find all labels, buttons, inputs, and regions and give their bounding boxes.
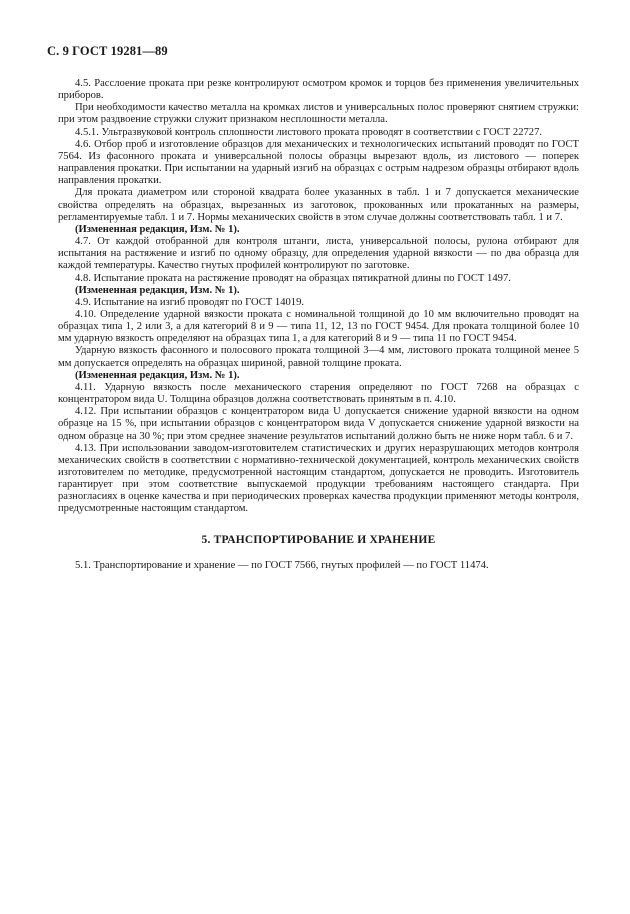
paragraph-4-5-note: При необходимости качество металла на кромках листов и универсальных полос проверяют снятием стружки: при этом раздвоение стружки служит признаком несплошности металла. (58, 102, 579, 126)
paragraph-4-6-cont: Для проката диаметром или стороной квадрата более указанных в табл. 1 и 7 допускается механические свойства определять на образцах, вырезанных из заготовок, прокованных или прокатанных на размеры, регламентируемые табл. 1 и 7. Нормы механических свойств в этом случае должны соответствовать табл. 1 и 7. (58, 187, 579, 223)
paragraph-4-7: 4.7. От каждой отобранной для контроля штанги, листа, универсальной полосы, рулона отбирают для испытания на растяжение и изгиб по одному образцу, для определения ударной вязкости — по два образца для каждой температуры. Качество гнутых профилей контролируют по заготовке. (58, 236, 579, 272)
paragraph-4-8: 4.8. Испытание проката на растяжение проводят на образцах пятикратной длины по ГОСТ 1497. (75, 272, 511, 284)
paragraph-4-6: 4.6. Отбор проб и изготовление образцов для механических и технологических испытаний проводят по ГОСТ 7564. Из фасонного проката и универсальной полосы образцы вырезают вдоль, из листового — поперек направления прокатки. При испытании на ударный изгиб на образцах с острым надрезом образцы отбирают вдоль направления прокатки. (58, 138, 579, 187)
paragraph-4-9: 4.9. Испытание на изгиб проводят по ГОСТ 14019. (75, 296, 305, 308)
paragraph-4-12: 4.12. При испытании образцов с концентратором вида U допускается снижение ударной вязкости на одном образце на 15 %, при испытании образцов с концентратором вида V допускается снижение ударной вязкости на одном образце на 30 %; при этом среднее значение результатов испытаний должно быть не ниже норм табл. 6 и 7. (58, 406, 579, 442)
amendment-note: (Измененная редакция, Изм. № 1). (75, 284, 240, 296)
paragraph-4-10: 4.10. Определение ударной вязкости проката с номинальной толщиной до 10 мм включительно проводят на образцах типа 1, 2 или 3, а для категорий 8 и 9 — типа 11, 12, 13 по ГОСТ 9454. Для проката толщиной более 10 мм ударную вязкость определяют на образцах типа 1, а для категорий 8 и 9 — типа 11 по ГОСТ 9454. (58, 308, 579, 345)
paragraph-4-5-1: 4.5.1. Ультразвуковой контроль сплошности листового проката проводят в соответствии с ГОСТ 22727. (75, 126, 543, 138)
paragraph-4-5: 4.5. Расслоение проката при резке контролируют осмотром кромок и торцов без применения увеличительных приборов. (58, 78, 579, 102)
page-header: С. 9 ГОСТ 19281—89 (47, 44, 168, 58)
amendment-note: (Измененная редакция, Изм. № 1). (75, 369, 240, 381)
paragraph-4-13: 4.13. При использовании заводом-изготовителем статистических и других неразрушающих методов контроля механических свойств в соответствии с нормативно-технической документацией, контроль механических свойств изготовителем по методике, предусмотренной настоящим стандартом, допускается не проводить. Изготовитель гарантирует при этом соответствие выпускаемой продукции требованиям настоящего стандарта. При разногласиях в оценке качества и при периодических проверках качества продукции применяют методы контроля, предусмотренные настоящим стандартом. (58, 442, 579, 515)
paragraph-4-10-cont: Ударную вязкость фасонного и полосового проката толщиной 3—4 мм, листового проката толщиной менее 5 мм допускается определять на образцах шириной, равной толщине проката. (58, 345, 579, 369)
amendment-note: (Измененная редакция, Изм. № 1). (75, 223, 240, 235)
paragraph-4-11: 4.11. Ударную вязкость после механического старения определяют по ГОСТ 7268 на образцах с концентратором вида U. Толщина образцов должна соответствовать принятым в п. 4.10. (58, 381, 579, 406)
paragraph-5-1: 5.1. Транспортирование и хранение — по ГОСТ 7566, гнутых профилей — по ГОСТ 11474. (75, 559, 489, 571)
document-body (58, 78, 579, 572)
section-title: 5. ТРАНСПОРТИРОВАНИЕ И ХРАНЕНИЕ (201, 533, 436, 546)
